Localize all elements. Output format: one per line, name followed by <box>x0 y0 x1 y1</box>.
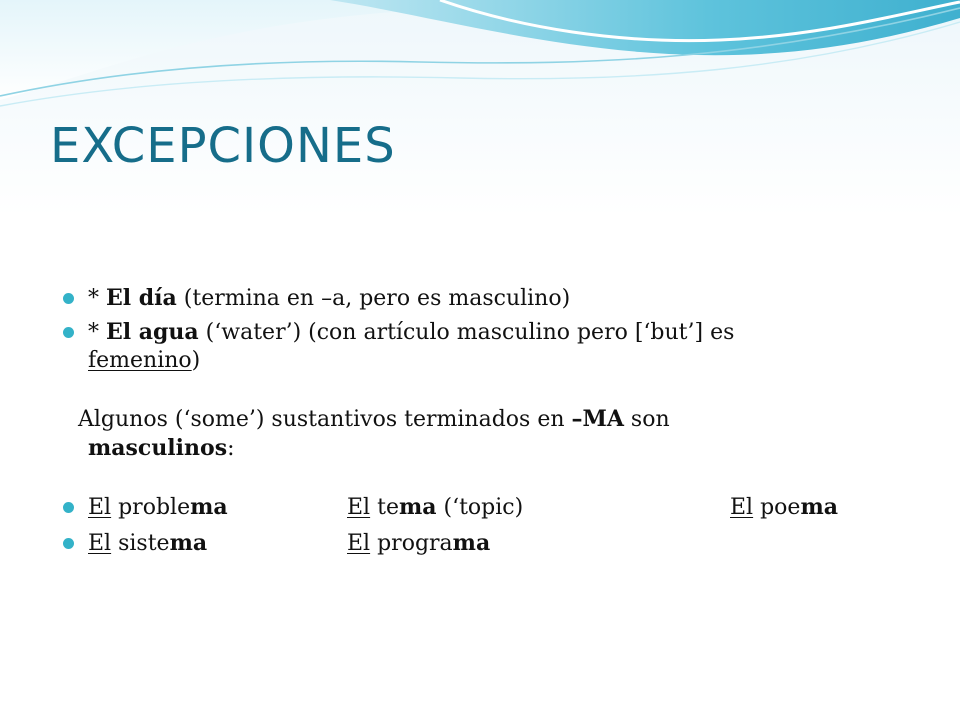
word-ending: ma <box>190 494 228 520</box>
bullet2-close: ) <box>191 348 201 373</box>
bullet1-star: * <box>88 286 106 311</box>
word-gloss: (‘topic) <box>436 495 524 520</box>
bullet-examples-row-2 <box>88 529 908 557</box>
article-el: El <box>347 531 371 556</box>
slide-title: EXCEPCIONES <box>50 118 396 174</box>
bullet-dot-icon <box>63 293 74 304</box>
para-bold2: masculinos <box>88 435 228 461</box>
para-mid: son <box>623 407 670 432</box>
bullet2-star: * <box>88 320 106 345</box>
paragraph-ma-nouns <box>78 405 908 463</box>
bullet-dot-icon <box>63 502 74 513</box>
bullet-el-dia <box>88 284 908 312</box>
example-el-programa <box>347 529 490 558</box>
example-el-problema <box>88 493 228 522</box>
para-bold: –MA <box>571 406 624 432</box>
word-stem: poe <box>753 495 801 520</box>
bullet2-bold: El agua <box>106 319 199 345</box>
word-stem: proble <box>111 495 191 520</box>
bullet-dot-icon <box>63 327 74 338</box>
slide-body <box>78 284 908 557</box>
bullet2-underlined: femenino <box>88 348 192 373</box>
word-ending: ma <box>452 530 491 556</box>
example-el-sistema <box>88 529 207 558</box>
article-el: El <box>730 495 754 520</box>
article-el: El <box>88 495 112 520</box>
word-stem: progra <box>370 531 453 556</box>
article-el: El <box>347 495 371 520</box>
example-el-tema <box>347 493 523 522</box>
bullet-dot-icon <box>63 538 74 549</box>
para-lead: Algunos (‘some’) sustantivos terminados en <box>78 407 572 432</box>
word-ending: ma <box>800 494 838 520</box>
bullet-examples-row-1 <box>88 493 908 521</box>
para-end: : <box>227 436 235 461</box>
bullet1-bold: El día <box>106 285 177 311</box>
bullet-el-agua <box>88 318 908 375</box>
word-stem: siste <box>111 531 170 556</box>
example-el-poema <box>730 493 838 522</box>
word-stem: te <box>370 495 399 520</box>
word-ending: ma <box>169 530 208 556</box>
bullet1-rest: (termina en –a, pero es masculino) <box>176 286 571 311</box>
word-ending: ma <box>398 494 437 520</box>
bullet2-rest: (‘water’) (con artículo masculino pero [‘but’] es <box>198 320 735 345</box>
article-el: El <box>88 531 112 556</box>
